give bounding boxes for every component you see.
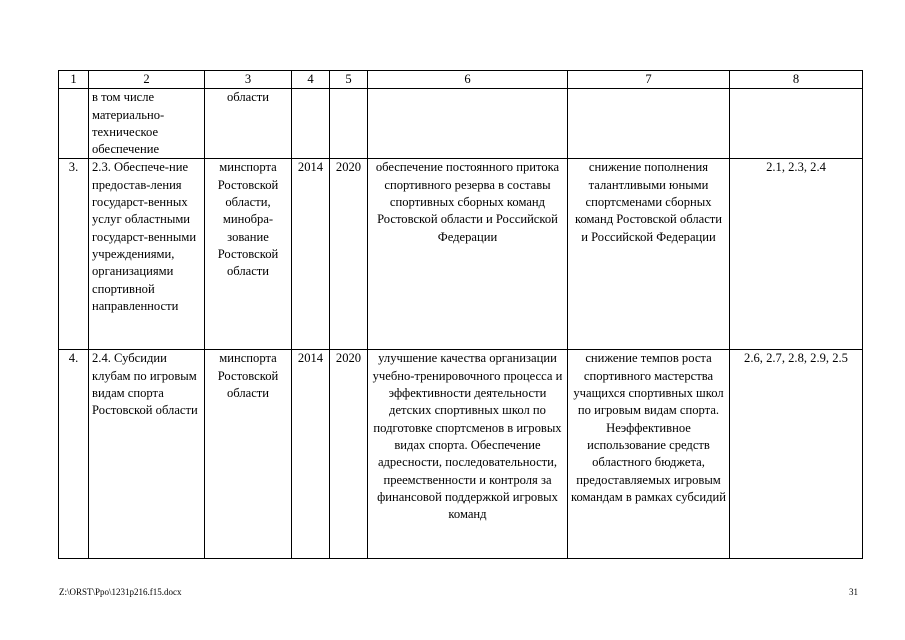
row-number: 3. xyxy=(59,159,89,350)
indicator-link: 2.1, 2.3, 2.4 xyxy=(730,159,863,350)
col-header-4: 4 xyxy=(292,71,330,89)
col-header-2: 2 xyxy=(89,71,205,89)
non-implementation-consequence: снижение пополнения талантливыми юными спортсменами сборных команд Ростовской области и Российской Федерации xyxy=(568,159,730,350)
measure-name: 2.4. Субсидии клубам по игровым видам спорта Ростовской области xyxy=(89,350,205,559)
indicator-link xyxy=(730,89,863,159)
non-implementation-consequence xyxy=(568,89,730,159)
expected-result xyxy=(368,89,568,159)
document-table xyxy=(58,70,863,559)
col-header-8: 8 xyxy=(730,71,863,89)
col-header-6: 6 xyxy=(368,71,568,89)
page-number: 31 xyxy=(849,587,858,597)
start-year: 2014 xyxy=(292,159,330,350)
row-number: 4. xyxy=(59,350,89,559)
expected-result: улучшение качества организации учебно-тренировочного процесса и эффективности деятельности детских спортивных школ по подготовке спортсменов в игровых видах спорта. Обеспечение адресности, последовательности, преемственности и контроля за финансовой поддержкой игровых команд xyxy=(368,350,568,559)
start-year: 2014 xyxy=(292,350,330,559)
table-row xyxy=(59,159,863,350)
executor: области xyxy=(205,89,292,159)
measure-name: в том числе материально-техническое обеспечение xyxy=(89,89,205,159)
measure-name: 2.3. Обеспече-ние предостав-ления государст-венных услуг областными государст-венными учреждениями, организациями спортивной направленности xyxy=(89,159,205,350)
header-row xyxy=(59,71,863,89)
end-year: 2020 xyxy=(330,159,368,350)
table-row xyxy=(59,350,863,559)
footer-file-path: Z:\ORST\Ppo\1231p216.f15.docx xyxy=(59,587,182,597)
executor: минспорта Ростовской области xyxy=(205,350,292,559)
table-row xyxy=(59,89,863,159)
col-header-5: 5 xyxy=(330,71,368,89)
non-implementation-consequence: снижение темпов роста спортивного мастерства учащихся спортивных школ по игровым видам спорта. Неэффективное использование средств областного бюджета, предоставляемых игровым командам в рамках субсидий xyxy=(568,350,730,559)
col-header-1: 1 xyxy=(59,71,89,89)
col-header-7: 7 xyxy=(568,71,730,89)
start-year xyxy=(292,89,330,159)
expected-result: обеспечение постоянного притока спортивного резерва в составы спортивных сборных команд Ростовской области и Российской Федерации xyxy=(368,159,568,350)
end-year: 2020 xyxy=(330,350,368,559)
indicator-link: 2.6, 2.7, 2.8, 2.9, 2.5 xyxy=(730,350,863,559)
executor: минспорта Ростовской области, минобра-зование Ростовской области xyxy=(205,159,292,350)
end-year xyxy=(330,89,368,159)
row-number xyxy=(59,89,89,159)
col-header-3: 3 xyxy=(205,71,292,89)
